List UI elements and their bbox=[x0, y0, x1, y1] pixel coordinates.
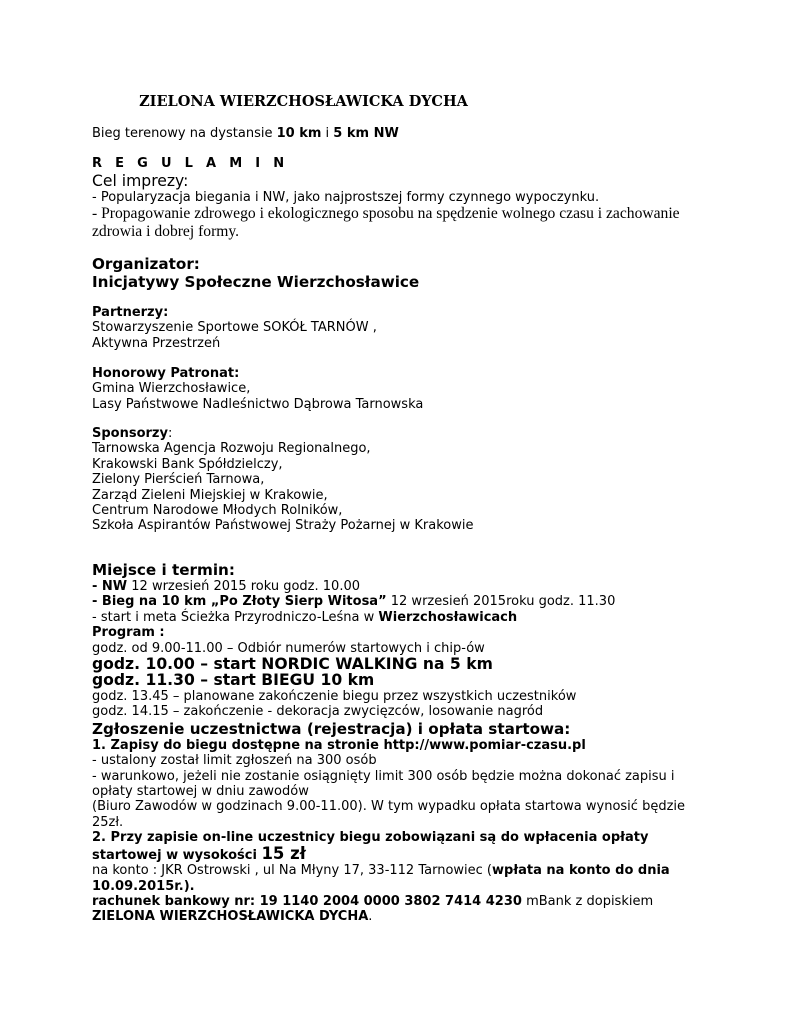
oplata-amount: 15 zł bbox=[261, 843, 306, 863]
bieg-label: - Bieg na 10 km „Po Złoty Sierp Witosa” bbox=[92, 594, 387, 610]
subtitle-distance-10km: 10 km bbox=[276, 126, 322, 141]
warunkowo-text: - warunkowo, jeżeli nie zostanie osiągnięty limit 300 osób będzie można dokonać zapisu i opłaty startowej w dniu zawodów bbox=[92, 768, 675, 800]
start-meta-place: Wierzchosławicach bbox=[378, 609, 518, 625]
miejsce-section bbox=[92, 561, 692, 925]
sponsor-item: Zarząd Zieleni Miejskiej w Krakowie, bbox=[92, 487, 328, 503]
cel-heading: Cel imprezy: bbox=[92, 172, 189, 190]
cel-item-2: - Propagowanie zdrowego i ekologicznego sposobu na spędzenie wolnego czasu i zachowanie zdrowia i dobrej formy. bbox=[92, 205, 680, 241]
sponsor-item: Szkoła Aspirantów Państwowej Straży Pożarnej w Krakowie bbox=[92, 518, 474, 534]
partner-item: Aktywna Przestrzeń bbox=[92, 335, 221, 351]
race-subtitle bbox=[92, 126, 692, 141]
program-line-bieg: godz. 11.30 – start BIEGU 10 km bbox=[92, 671, 375, 690]
biuro-text: (Biuro Zawodów w godzinach 9.00-11.00). W tym wypadku opłata startowa wynosić będzie 25zł. bbox=[92, 799, 685, 830]
subtitle-distance-nw: 5 km NW bbox=[333, 126, 399, 141]
sponsor-item: Centrum Narodowe Młodych Rolników, bbox=[92, 503, 343, 519]
transfer-title-end: . bbox=[368, 909, 373, 925]
sponsorzy-colon: : bbox=[167, 426, 173, 441]
cel-section bbox=[92, 172, 692, 241]
start-meta-text: - start i meta Ścieżka Przyrodniczo-Leśna w bbox=[92, 609, 379, 625]
cel-item-1: - Popularyzacja biegania i NW, jako najprostszej formy czynnego wypoczynku. bbox=[92, 190, 600, 205]
regulamin-heading: R E G U L A M I N bbox=[92, 156, 289, 171]
zgloszenie-heading: Zgłoszenie uczestnictwa (rejestracja) i opłata startowa: bbox=[92, 719, 571, 738]
program-line: godz. 13.45 – planowane zakończenie biegu przez wszystkich uczestników bbox=[92, 689, 577, 705]
sponsor-item: Tarnowska Agencja Rozwoju Regionalnego, bbox=[92, 441, 371, 457]
organizator-heading: Organizator: bbox=[92, 255, 200, 273]
oplata-point-2: 2. Przy zapisie on-line uczestnicy biegu zobowiązani są do wpłacenia opłaty startowej w wysokości bbox=[92, 830, 649, 863]
partnerzy-section bbox=[92, 305, 692, 351]
organizator-section bbox=[92, 255, 692, 291]
konto-text: na konto : JKR Ostrowski , ul Na Młyny 17, 33-112 Tarnowiec ( bbox=[92, 863, 492, 879]
bank-account-number: rachunek bankowy nr: 19 1140 2004 0000 3802 7414 4230 bbox=[92, 893, 522, 909]
partnerzy-heading: Partnerzy: bbox=[92, 305, 169, 320]
transfer-title: ZIELONA WIERZCHOSŁAWICKA DYCHA bbox=[92, 909, 369, 925]
patronat-heading: Honorowy Patronat: bbox=[92, 366, 240, 381]
patronat-section bbox=[92, 366, 692, 412]
nw-date: 12 wrzesień 2015 roku godz. 10.00 bbox=[127, 579, 360, 594]
sponsorzy-heading: Sponsorzy bbox=[92, 426, 168, 441]
bank-name: mBank z dopiskiem bbox=[521, 893, 654, 909]
program-line-nordic: godz. 10.00 – start NORDIC WALKING na 5 km bbox=[92, 655, 493, 674]
organizator-name: Inicjatywy Społeczne Wierzchosławice bbox=[92, 273, 420, 291]
program-line: godz. od 9.00-11.00 – Odbiór numerów startowych i chip-ów bbox=[92, 640, 485, 656]
sponsor-item: Krakowski Bank Spółdzielczy, bbox=[92, 456, 283, 472]
konto-deadline: wpłata na konto do dnia 10.09.2015r.). bbox=[92, 863, 670, 894]
nw-label: - NW bbox=[92, 579, 128, 594]
patronat-item: Lasy Państwowe Nadleśnictwo Dąbrowa Tarnowska bbox=[92, 396, 424, 412]
program-heading: Program : bbox=[92, 625, 165, 641]
program-line: godz. 14.15 – zakończenie - dekoracja zwycięzców, losowanie nagród bbox=[92, 704, 544, 720]
patronat-item: Gmina Wierzchosławice, bbox=[92, 381, 251, 397]
zapisy-point-1: 1. Zapisy do biegu dostępne na stronie http://www.pomiar-czasu.pl bbox=[92, 737, 586, 753]
miejsce-heading: Miejsce i termin: bbox=[92, 561, 235, 579]
subtitle-mid: i bbox=[321, 126, 334, 141]
subtitle-prefix: Bieg terenowy na dystansie bbox=[92, 126, 277, 141]
sponsorzy-section bbox=[92, 426, 692, 534]
partner-item: Stowarzyszenie Sportowe SOKÓŁ TARNÓW , bbox=[92, 320, 377, 336]
limit-text: - ustalony został limit zgłoszeń na 300 osób bbox=[92, 753, 377, 769]
bieg-date: 12 wrzesień 2015roku godz. 11.30 bbox=[386, 594, 616, 610]
sponsor-item: Zielony Pierścień Tarnowa, bbox=[92, 472, 265, 488]
document-title: ZIELONA WIERZCHOSŁAWICKA DYCHA bbox=[139, 93, 468, 110]
